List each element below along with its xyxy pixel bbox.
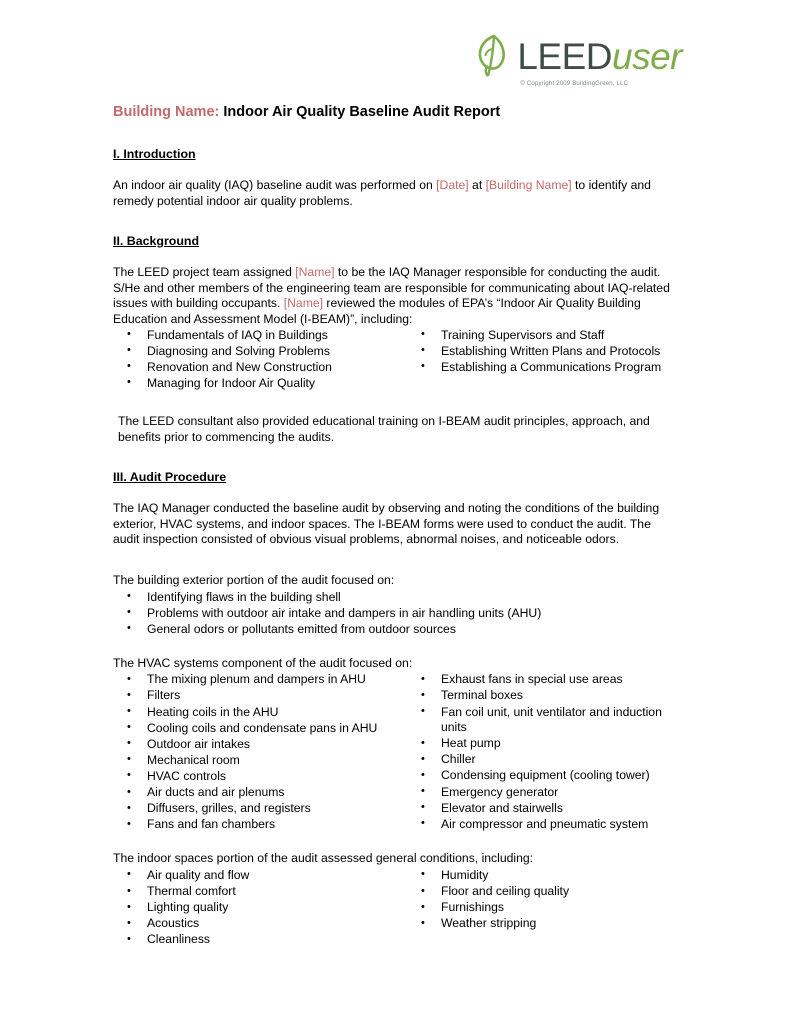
document-body	[113, 103, 680, 948]
list-item: • Mechanical room	[113, 753, 410, 769]
building-exterior-list	[113, 590, 680, 638]
list-item: • Diagnosing and Solving Problems	[113, 344, 410, 360]
background-text-part2: to be the IAQ Manager responsible for conducting the audit. S/He and other members of the engineering team are responsible for communicating about IAQ-related issues with building occupants.	[113, 265, 670, 311]
list-item: • Heat pump	[410, 736, 680, 752]
list-item: • Fans and fan chambers	[113, 817, 410, 833]
list-item: • Air ducts and air plenums	[113, 785, 410, 801]
list-item: • Terminal boxes	[410, 688, 680, 704]
list-item: • Identifying flaws in the building shell	[113, 590, 680, 606]
list-item: • Cleanliness	[113, 932, 410, 948]
background-text-part1: The LEED project team assigned	[113, 265, 296, 280]
list-item: • Humidity	[410, 868, 680, 884]
list-item: • Exhaust fans in special use areas	[410, 672, 680, 688]
list-item: • Cooling coils and condensate pans in AHU	[113, 721, 410, 737]
background-closing-block	[113, 414, 680, 445]
list-item: • Problems with outdoor air intake and dampers in air handling units (AHU)	[113, 606, 680, 622]
list-item: • HVAC controls	[113, 769, 410, 785]
placeholder-name-2: [Name]	[283, 296, 324, 311]
heading-background: II. Background	[113, 234, 200, 249]
spacer	[113, 460, 680, 470]
hvac-items-right-list	[410, 672, 680, 832]
page-title	[113, 103, 680, 121]
hvac-items-left-list	[113, 672, 410, 832]
logo-wordmark	[517, 35, 682, 77]
indoor-spaces-columns	[113, 868, 680, 948]
list-item: • Training Supervisors and Staff	[410, 328, 680, 344]
lead-in-indoor-spaces: The indoor spaces portion of the audit assessed general conditions, including:	[113, 851, 534, 866]
intro-text-part3: to identify and remedy potential indoor air quality problems.	[113, 178, 651, 208]
indoor-spaces-right-list	[410, 868, 680, 932]
ibeam-modules-right-column	[410, 328, 680, 376]
list-item: • General odors or pollutants emitted from outdoor sources	[113, 622, 680, 638]
indoor-spaces-left-column	[113, 868, 410, 948]
hvac-items-left-column	[113, 672, 410, 833]
ibeam-modules-left-column	[113, 328, 410, 392]
spacer	[113, 833, 680, 851]
ibeam-modules-right-list	[410, 328, 680, 376]
intro-text-part2: at	[468, 178, 486, 192]
paragraph-background	[113, 265, 680, 327]
placeholder-name-1: [Name]	[295, 265, 335, 280]
logo-copyright: © Copyright 2009 BuildingGreen, LLC	[520, 81, 629, 87]
placeholder-building-name: [Building Name]	[485, 178, 572, 192]
indoor-spaces-right-column	[410, 868, 680, 932]
list-item: • Renovation and New Construction	[113, 360, 410, 376]
list-item: • Air compressor and pneumatic system	[410, 817, 680, 833]
hvac-items-columns	[113, 672, 680, 833]
list-item: • Weather stripping	[410, 916, 680, 932]
list-item: • Elevator and stairwells	[410, 801, 680, 817]
list-item: • Air quality and flow	[113, 868, 410, 884]
list-item: • Floor and ceiling quality	[410, 884, 680, 900]
spacer	[113, 638, 680, 656]
paragraph-audit-procedure: The IAQ Manager conducted the baseline audit by observing and noting the conditions of the building exterior, HVAC systems, and indoor spaces. The I-BEAM forms were used to conduct the audit. The audit inspection consisted of obvious visual problems, abnormal noises, and noticeable odors.	[113, 501, 660, 547]
list-item: • Establishing Written Plans and Protocols	[410, 344, 680, 360]
page-title-text: Indoor Air Quality Baseline Audit Report	[223, 104, 501, 120]
indoor-spaces-left-list	[113, 868, 410, 948]
spacer	[113, 224, 680, 234]
page-title-label: Building Name:	[113, 104, 220, 120]
paragraph-introduction	[113, 178, 680, 209]
heading-introduction: I. Introduction	[113, 147, 196, 161]
list-item: • Outdoor air intakes	[113, 737, 410, 753]
list-item: • Chiller	[410, 752, 680, 768]
lead-in-building-exterior: The building exterior portion of the audit focused on:	[113, 572, 395, 587]
logo-row	[474, 33, 682, 79]
list-item: • Heating coils in the AHU	[113, 705, 410, 721]
logo-text-leed: LEED	[517, 35, 613, 77]
lead-in-hvac-systems: The HVAC systems component of the audit focused on:	[113, 655, 413, 670]
logo-text-user: user	[612, 35, 682, 77]
list-item: • Managing for Indoor Air Quality	[113, 376, 410, 392]
leeduser-logo	[474, 33, 682, 87]
paragraph-background-closing: The LEED consultant also provided educational training on I-BEAM audit principles, approach, and benefits prior to commencing the audits.	[118, 413, 650, 444]
spacer	[113, 392, 680, 414]
list-item: • The mixing plenum and dampers in AHU	[113, 672, 410, 688]
background-text-part3: reviewed the modules of EPA’s “Indoor Air Quality Building Education and Assessment Model (I-BEAM)”, including:	[113, 296, 641, 326]
list-item: • Lighting quality	[113, 900, 410, 916]
hvac-items-right-column	[410, 672, 680, 832]
list-item: • Thermal comfort	[113, 884, 410, 900]
intro-text-part1: An indoor air quality (IAQ) baseline audit was performed on	[113, 178, 437, 192]
list-item: • Fundamentals of IAQ in Buildings	[113, 328, 410, 344]
list-item: • Condensing equipment (cooling tower)	[410, 768, 680, 784]
list-item: • Fan coil unit, unit ventilator and induction units	[410, 705, 680, 736]
list-item: • Emergency generator	[410, 785, 680, 801]
leaf-icon	[474, 33, 514, 79]
ibeam-modules-columns	[113, 328, 680, 392]
heading-audit-procedure: III. Audit Procedure	[113, 470, 227, 485]
ibeam-modules-left-list	[113, 328, 410, 392]
spacer	[113, 563, 680, 573]
placeholder-date: [Date]	[436, 178, 469, 192]
list-item: • Establishing a Communications Program	[410, 360, 680, 376]
list-item: • Filters	[113, 688, 410, 704]
list-item: • Acoustics	[113, 916, 410, 932]
list-item: • Furnishings	[410, 900, 680, 916]
list-item: • Diffusers, grilles, and registers	[113, 801, 410, 817]
